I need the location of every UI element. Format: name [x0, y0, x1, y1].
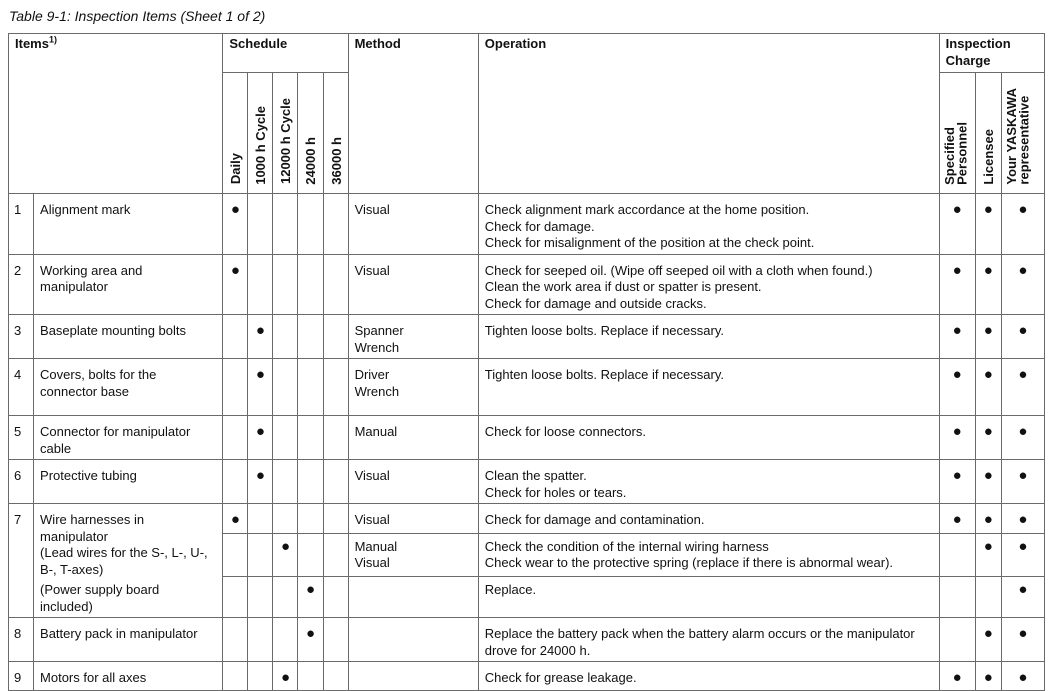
operation-cell: Replace the battery pack when the battery alarm occurs or the manipulator drove for 24000 h. — [478, 618, 939, 662]
item-name-part: (Power supply board included) — [40, 582, 160, 614]
schedule-cell-36000h — [323, 662, 348, 691]
operation-cell: Check alignment mark accordance at the home position. Check for damage. Check for misalignment of the position at the check point. — [478, 194, 939, 255]
schedule-cell-24000h — [298, 254, 323, 315]
charge-bullet: ● — [1018, 537, 1028, 555]
charge-cell-yaskawa — [1001, 662, 1044, 691]
charge-cell-licensee — [975, 460, 1001, 504]
charge-cell-licensee — [975, 359, 1001, 416]
charge-bullet: ● — [1018, 423, 1028, 440]
charge-cell-licensee — [975, 662, 1001, 691]
table-row — [9, 254, 1045, 315]
schedule-bullet: ● — [280, 669, 290, 686]
charge-cell-yaskawa — [1001, 254, 1044, 315]
operation-cell: Check for grease leakage. — [478, 662, 939, 691]
schedule-cell-daily — [223, 618, 248, 662]
row-number: 4 — [9, 359, 34, 416]
charge-bullet: ● — [983, 511, 993, 528]
inspection-rows — [9, 194, 1045, 691]
charge-cell-specified-personnel — [939, 416, 975, 460]
charge-bullet: ● — [1018, 625, 1028, 642]
schedule-daily-header: Daily — [223, 73, 248, 194]
operation-cell: Check for damage and contamination. — [478, 504, 939, 534]
operation-cell: Check for loose connectors. — [478, 416, 939, 460]
schedule-cell-1000h — [248, 315, 273, 359]
operation-cell: Tighten loose bolts. Replace if necessary. — [478, 315, 939, 359]
table-row — [9, 315, 1045, 359]
charge-cell-specified-personnel — [939, 315, 975, 359]
item-name: Covers, bolts for the connector base — [34, 359, 223, 416]
charge-bullet: ● — [1018, 366, 1028, 383]
schedule-cell-1000h — [248, 254, 273, 315]
schedule-12000h-header: 12000 h Cycle — [273, 73, 298, 194]
schedule-bullet: ● — [305, 580, 316, 598]
charge-cell-specified-personnel — [939, 618, 975, 662]
schedule-cell-daily — [223, 662, 248, 691]
schedule-cell-12000h — [273, 618, 298, 662]
schedule-1000h-header: 1000 h Cycle — [248, 73, 273, 194]
schedule-cell-daily — [223, 194, 248, 255]
schedule-cell-36000h — [323, 504, 348, 534]
charge-cell-licensee — [975, 533, 1001, 576]
charge-bullet: ● — [952, 467, 962, 484]
operation-cell: Tighten loose bolts. Replace if necessary. — [478, 359, 939, 416]
schedule-cell-1000h — [248, 359, 273, 416]
table-row — [9, 504, 1045, 534]
inspection-charge-header: Inspection Charge — [939, 34, 1044, 73]
charge-cell-yaskawa — [1001, 460, 1044, 504]
charge-cell-specified-personnel — [939, 662, 975, 691]
schedule-bullet: ● — [230, 201, 240, 218]
row-number: 3 — [9, 315, 34, 359]
schedule-cell-daily — [223, 416, 248, 460]
method-cell — [348, 576, 478, 617]
schedule-cell-36000h — [323, 254, 348, 315]
schedule-cell-1000h — [248, 533, 273, 576]
charge-cell-specified-personnel — [939, 460, 975, 504]
schedule-cell-daily — [223, 533, 248, 576]
schedule-cell-36000h — [323, 315, 348, 359]
method-cell: Manual — [348, 416, 478, 460]
charge-bullet: ● — [983, 669, 993, 686]
charge-yaskawa-header: Your YASKAWA representative — [1001, 73, 1044, 194]
schedule-cell-36000h — [323, 359, 348, 416]
charge-cell-specified-personnel — [939, 576, 975, 617]
charge-cell-yaskawa — [1001, 416, 1044, 460]
schedule-cell-24000h — [298, 194, 323, 255]
charge-bullet: ● — [952, 322, 962, 339]
operation-cell: Check the condition of the internal wiring harness Check wear to the protective spring (replace if there is abnormal wear). — [478, 533, 939, 576]
footnote-marker: 1) — [48, 34, 57, 45]
schedule-cell-36000h — [323, 533, 348, 576]
charge-cell-yaskawa — [1001, 576, 1044, 617]
table-row — [9, 416, 1045, 460]
charge-cell-yaskawa — [1001, 504, 1044, 534]
row-number: 8 — [9, 618, 34, 662]
schedule-cell-12000h — [273, 662, 298, 691]
charge-bullet: ● — [952, 366, 962, 383]
row-number: 5 — [9, 416, 34, 460]
charge-cell-yaskawa — [1001, 194, 1044, 255]
charge-bullet: ● — [1018, 669, 1028, 686]
schedule-cell-12000h — [273, 460, 298, 504]
method-cell: Visual — [348, 194, 478, 255]
method-header: Method — [348, 34, 478, 194]
schedule-cell-12000h — [273, 576, 298, 617]
item-name: Battery pack in manipulator — [34, 618, 223, 662]
schedule-cell-24000h — [298, 504, 323, 534]
method-cell: Driver Wrench — [348, 359, 478, 416]
inspection-table — [8, 33, 1045, 691]
schedule-cell-24000h — [298, 315, 323, 359]
schedule-cell-12000h — [273, 315, 298, 359]
charge-bullet: ● — [952, 423, 962, 440]
charge-bullet: ● — [1018, 201, 1028, 218]
schedule-cell-daily — [223, 460, 248, 504]
schedule-cell-36000h — [323, 194, 348, 255]
schedule-cell-24000h — [298, 576, 323, 617]
schedule-bullet: ● — [255, 467, 265, 484]
table-row — [9, 662, 1045, 691]
method-cell: Visual — [348, 254, 478, 315]
schedule-cell-24000h — [298, 662, 323, 691]
table-row — [9, 618, 1045, 662]
charge-cell-licensee — [975, 315, 1001, 359]
charge-bullet: ● — [1018, 261, 1028, 279]
row-number: 1 — [9, 194, 34, 255]
charge-bullet: ● — [1018, 511, 1028, 528]
charge-cell-yaskawa — [1001, 533, 1044, 576]
row-number: 9 — [9, 662, 34, 691]
table-caption: Table 9-1: Inspection Items (Sheet 1 of 2) — [9, 8, 266, 24]
charge-bullet: ● — [983, 423, 993, 440]
charge-bullet: ● — [952, 669, 962, 686]
schedule-cell-daily — [223, 315, 248, 359]
item-name-part: Wire harnesses in manipulator (Lead wires for the S-, L-, U-, B-, T-axes) — [40, 512, 208, 577]
charge-bullet: ● — [952, 511, 962, 528]
row-number: 6 — [9, 460, 34, 504]
schedule-bullet: ● — [230, 261, 240, 279]
charge-cell-specified-personnel — [939, 359, 975, 416]
schedule-cell-12000h — [273, 254, 298, 315]
operation-cell: Check for seeped oil. (Wipe off seeped oil with a cloth when found.) Clean the work area if dust or spatter is present. Check for damage and outside cracks. — [478, 254, 939, 315]
schedule-cell-24000h — [298, 460, 323, 504]
table-row — [9, 194, 1045, 255]
schedule-cell-1000h — [248, 662, 273, 691]
charge-bullet: ● — [1018, 322, 1028, 339]
schedule-cell-1000h — [248, 504, 273, 534]
item-name: Working area and manipulator — [34, 254, 223, 315]
schedule-cell-1000h — [248, 194, 273, 255]
schedule-bullet: ● — [255, 366, 265, 383]
schedule-cell-1000h — [248, 618, 273, 662]
charge-cell-specified-personnel — [939, 533, 975, 576]
schedule-cell-daily — [223, 254, 248, 315]
schedule-cell-36000h — [323, 576, 348, 617]
row-number: 7 — [9, 504, 34, 618]
charge-specified-personnel-header: Specified Personnel — [939, 73, 975, 194]
charge-cell-licensee — [975, 254, 1001, 315]
method-cell: Manual Visual — [348, 533, 478, 576]
schedule-cell-1000h — [248, 576, 273, 617]
schedule-cell-daily — [223, 359, 248, 416]
table-row — [9, 359, 1045, 416]
charge-cell-yaskawa — [1001, 315, 1044, 359]
method-cell — [348, 662, 478, 691]
item-name: Motors for all axes — [34, 662, 223, 691]
charge-cell-specified-personnel — [939, 254, 975, 315]
operation-header: Operation — [478, 34, 939, 194]
charge-bullet: ● — [983, 322, 993, 339]
method-cell: Visual — [348, 504, 478, 534]
charge-bullet: ● — [983, 366, 993, 383]
charge-cell-licensee — [975, 194, 1001, 255]
item-name: Baseplate mounting bolts — [34, 315, 223, 359]
charge-bullet: ● — [983, 201, 993, 218]
charge-cell-licensee — [975, 576, 1001, 617]
schedule-cell-24000h — [298, 618, 323, 662]
charge-bullet: ● — [983, 537, 993, 555]
item-name: Connector for manipulator cable — [34, 416, 223, 460]
schedule-cell-12000h — [273, 194, 298, 255]
method-cell — [348, 618, 478, 662]
item-name: Protective tubing — [34, 460, 223, 504]
schedule-cell-24000h — [298, 359, 323, 416]
items-header: Items$^{1)}$ — [9, 34, 223, 194]
schedule-24000h-header: 24000 h — [298, 73, 323, 194]
method-cell: Spanner Wrench — [348, 315, 478, 359]
charge-licensee-header: Licensee — [975, 73, 1001, 194]
charge-bullet: ● — [1018, 580, 1028, 598]
schedule-bullet: ● — [255, 423, 265, 440]
schedule-bullet: ● — [255, 322, 265, 339]
schedule-36000h-header: 36000 h — [323, 73, 348, 194]
charge-bullet: ● — [983, 261, 993, 279]
schedule-cell-daily — [223, 576, 248, 617]
schedule-header: Schedule — [223, 34, 348, 73]
schedule-cell-12000h — [273, 416, 298, 460]
charge-cell-specified-personnel — [939, 504, 975, 534]
method-cell: Visual — [348, 460, 478, 504]
charge-cell-yaskawa — [1001, 618, 1044, 662]
schedule-cell-36000h — [323, 416, 348, 460]
schedule-cell-daily — [223, 504, 248, 534]
schedule-cell-24000h — [298, 416, 323, 460]
operation-cell: Replace. — [478, 576, 939, 617]
charge-bullet: ● — [1018, 467, 1028, 484]
charge-bullet: ● — [983, 467, 993, 484]
operation-cell: Clean the spatter. Check for holes or tears. — [478, 460, 939, 504]
schedule-cell-1000h — [248, 460, 273, 504]
schedule-bullet: ● — [305, 625, 316, 642]
charge-bullet: ● — [952, 201, 962, 218]
charge-cell-licensee — [975, 416, 1001, 460]
schedule-bullet: ● — [280, 537, 290, 555]
schedule-cell-12000h — [273, 533, 298, 576]
charge-cell-licensee — [975, 618, 1001, 662]
charge-cell-licensee — [975, 504, 1001, 534]
charge-bullet: ● — [983, 625, 993, 642]
schedule-cell-36000h — [323, 618, 348, 662]
schedule-cell-1000h — [248, 416, 273, 460]
schedule-cell-12000h — [273, 359, 298, 416]
charge-bullet: ● — [952, 261, 962, 279]
charge-cell-specified-personnel — [939, 194, 975, 255]
charge-cell-yaskawa — [1001, 359, 1044, 416]
schedule-cell-12000h — [273, 504, 298, 534]
schedule-cell-36000h — [323, 460, 348, 504]
schedule-cell-24000h — [298, 533, 323, 576]
item-name — [34, 504, 223, 618]
schedule-bullet: ● — [230, 511, 240, 528]
row-number: 2 — [9, 254, 34, 315]
item-name: Alignment mark — [34, 194, 223, 255]
table-row — [9, 460, 1045, 504]
